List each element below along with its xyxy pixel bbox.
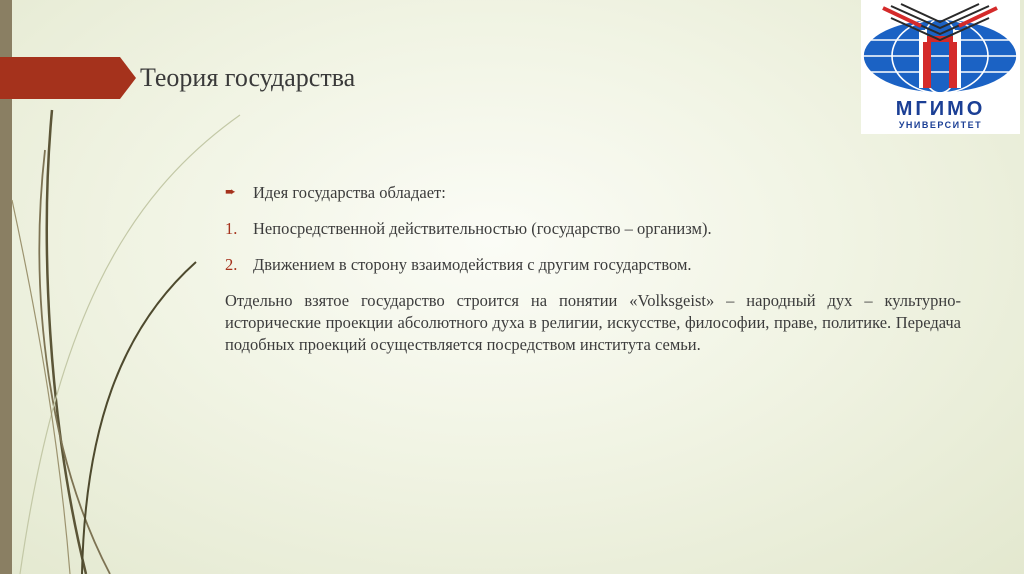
slide-body <box>225 182 961 356</box>
item-number: 2. <box>225 255 238 274</box>
slide-title: Теория государства <box>140 63 356 92</box>
logo-name: МГИМО <box>895 98 986 120</box>
logo-subtitle: УНИВЕРСИТЕТ <box>898 120 983 130</box>
title-accent-arrow <box>120 57 136 99</box>
numbered-item-2 <box>225 254 961 276</box>
body-paragraph: Отдельно взятое государство строится на понятии «Volksgeist» – народный дух – культурно-исторические проекции абсолютного духа в религии, искусстве, философии, праве, политике. Передача подобных проекций осуществляется посредством института семьи. <box>225 291 961 354</box>
mgimo-logo <box>861 0 1020 134</box>
item-text: Движением в сторону взаимодействия с другим государством. <box>253 255 692 274</box>
numbered-item-1 <box>225 218 961 240</box>
title-accent-bar <box>0 57 120 99</box>
arrow-bullet-icon: ➨ <box>225 185 236 200</box>
bullet-intro-text: Идея государства обладает: <box>253 183 446 202</box>
item-text: Непосредственной действительностью (государство – организм). <box>253 219 712 238</box>
globe-emblem-icon <box>861 0 1020 100</box>
bullet-item <box>225 182 961 204</box>
item-number: 1. <box>225 219 238 238</box>
